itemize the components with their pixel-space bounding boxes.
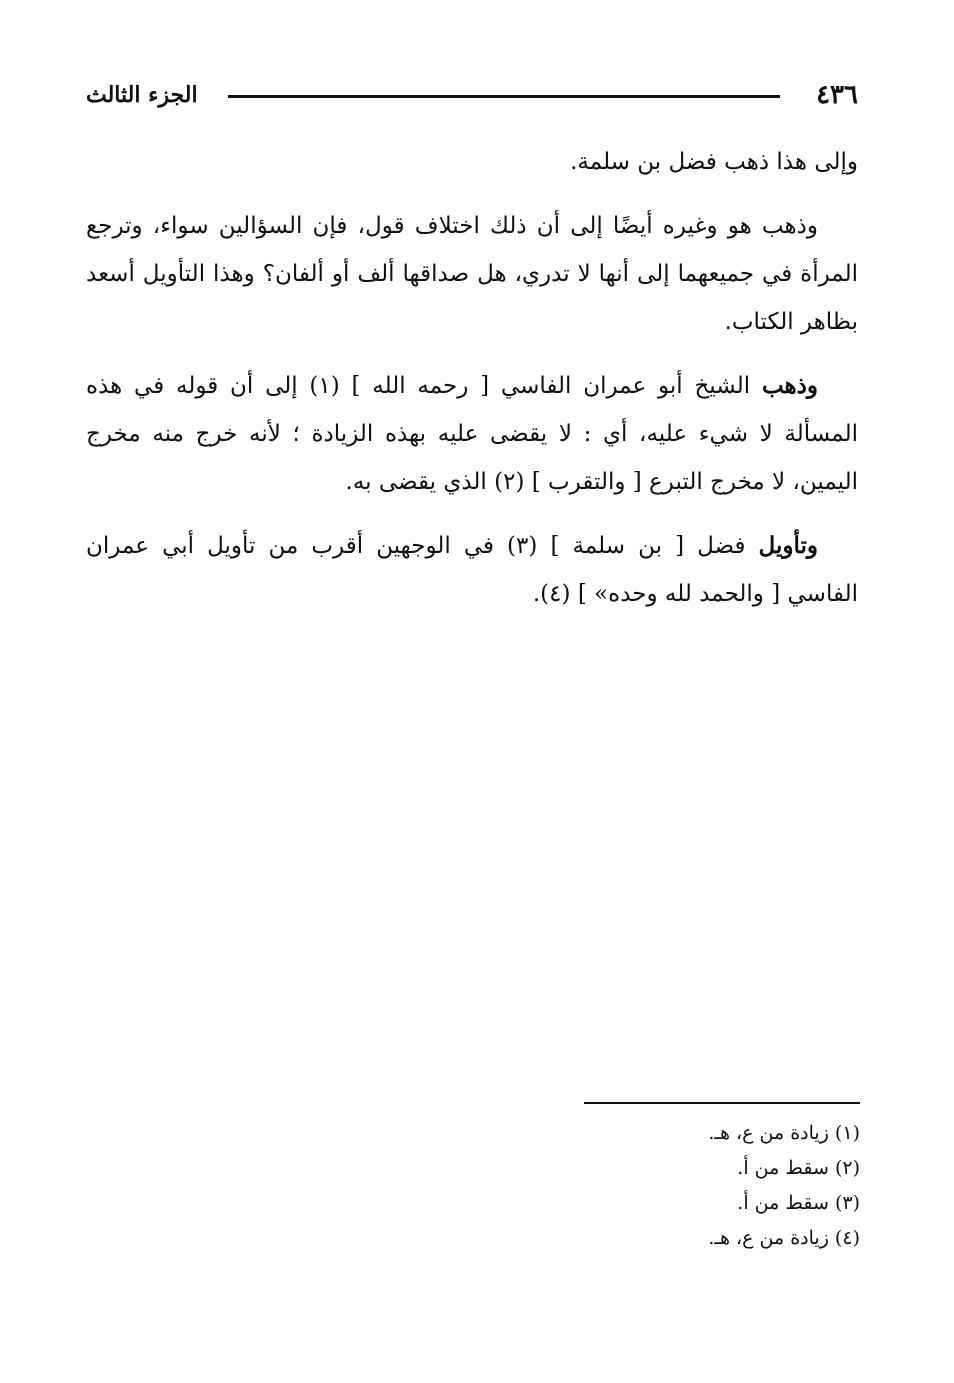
footnotes <box>460 1116 860 1256</box>
paragraph-3-lead: وذهب <box>761 372 819 399</box>
footnote-2: (٢) سقط من أ. <box>737 1157 860 1179</box>
footnote-4: (٤) زيادة من ع، هـ. <box>708 1227 860 1249</box>
page-number: ٤٣٦ <box>816 80 858 110</box>
header-rule <box>228 95 780 98</box>
running-title: الجزء الثالث <box>86 82 198 108</box>
paragraph-1: وإلى هذا ذهب فضل بن سلمة. <box>570 149 858 175</box>
footnote-1: (١) زيادة من ع، هـ. <box>708 1122 860 1144</box>
paragraph-4-lead: وتأويل <box>758 532 818 559</box>
paragraph-4-text: فضل [ بن سلمة ] (٣) في الوجهين أقرب من تأويل أبي عمران الفاسي [ والحمد لله وحده» ] (٤). <box>86 533 858 607</box>
footnote-3: (٣) سقط من أ. <box>737 1192 860 1214</box>
paragraph-3-text: الشيخ أبو عمران الفاسي [ رحمه الله ] (١) إلى أن قوله في هذه المسألة لا شيء عليه، أي : لا يقضى عليه بهذه الزيادة ؛ لأنه خرج منه مخرج اليمين، لا مخرج التبرع [ والتقرب ] (٢) الذي يقضى به. <box>86 373 858 495</box>
paragraph-2: وذهب هو وغيره أيضًا إلى أن ذلك اختلاف قول، فإن السؤالين سواء، وترجع المرأة في جميعهما إلى أنها لا تدري، هل صداقها ألف أو ألفان؟ وهذا التأويل أسعد بظاهر الكتاب. <box>86 213 858 335</box>
main-text <box>86 138 858 634</box>
paragraph-3 <box>86 362 858 506</box>
page-header <box>86 78 858 118</box>
footnote-rule <box>584 1102 860 1104</box>
paragraph-4 <box>86 522 858 618</box>
